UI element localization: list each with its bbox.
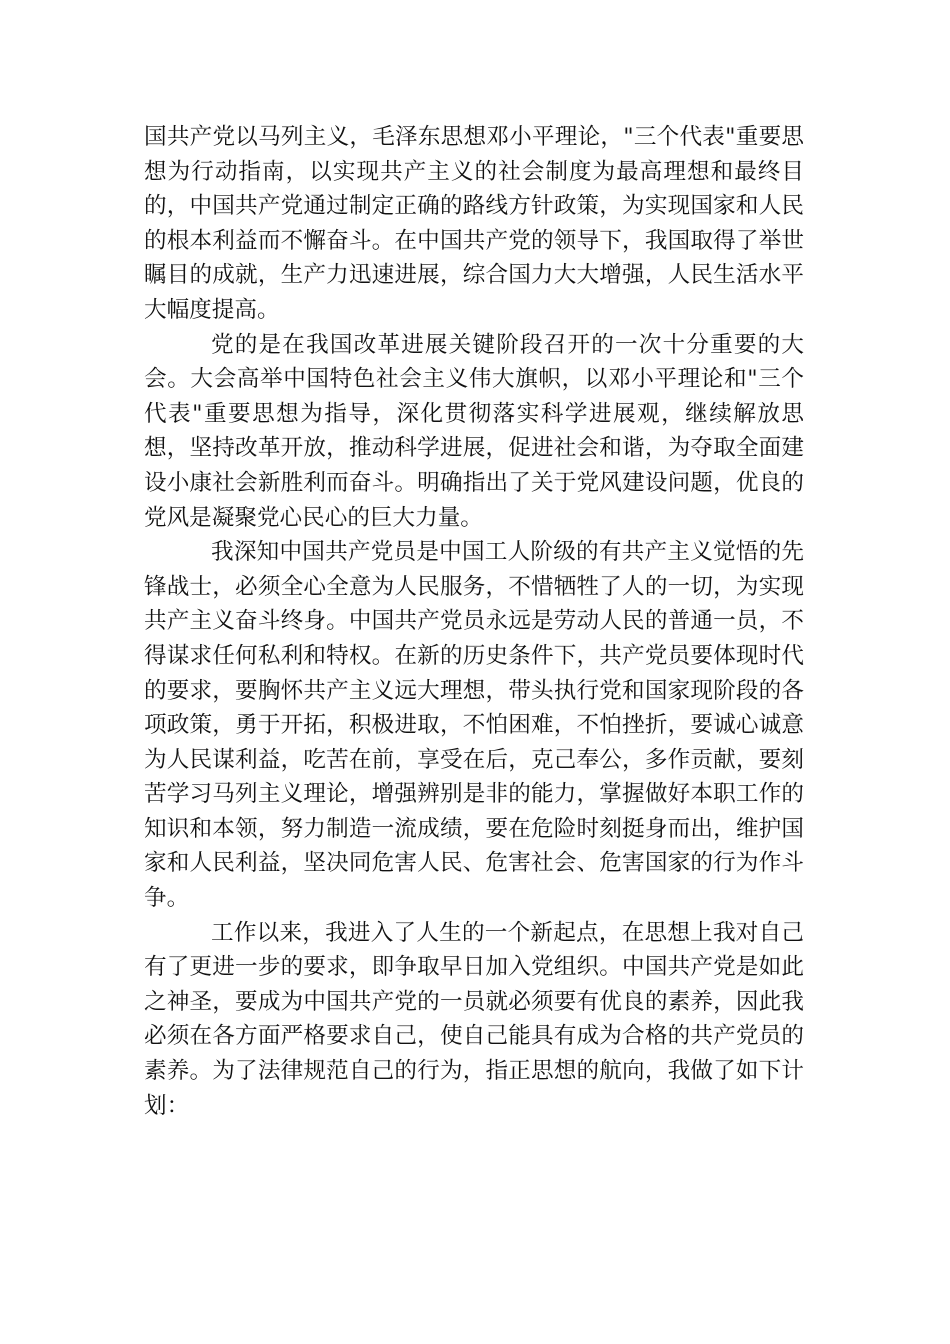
document-body bbox=[144, 120, 804, 1123]
paragraph-4 bbox=[144, 916, 804, 1124]
paragraph-1 bbox=[144, 120, 804, 328]
paragraph-3 bbox=[144, 535, 804, 916]
paragraph-2-text: 党的是在我国改革进展关键阶段召开的一次十分重要的大会。大会高举中国特色社会主义伟大旗帜，以邓小平理论和"三个代表"重要思想为指导，深化贯彻落实科学进展观，继续解放思想，坚持改革开放，推动科学进展，促进社会和谐，为夺取全面建设小康社会新胜利而奋斗。明确指出了关于党风建设问题，优良的党风是凝聚党心民心的巨大力量。 bbox=[144, 331, 804, 531]
paragraph-1-text: 国共产党以马列主义，毛泽东思想邓小平理论，"三个代表"重要思想为行动指南，以实现共产主义的社会制度为最高理想和最终目的，中国共产党通过制定正确的路线方针政策，为实现国家和人民的根本利益而不懈奋斗。在中国共产党的领导下，我国取得了举世瞩目的成就，生产力迅速进展，综合国力大大增强，人民生活水平大幅度提高。 bbox=[144, 124, 804, 323]
paragraph-4-text: 工作以来，我进入了人生的一个新起点，在思想上我对自己有了更进一步的要求，即争取早日加入党组织。中国共产党是如此之神圣，要成为中国共产党的一员就必须要有优良的素养，因此我必须在各方面严格要求自己，使自己能具有成为合格的共产党员的素养。为了法律规范自己的行为，指正思想的航向，我做了如下计划： bbox=[144, 919, 804, 1119]
paragraph-3-text: 我深知中国共产党员是中国工人阶级的有共产主义觉悟的先锋战士，必须全心全意为人民服务，不惜牺牲了人的一切，为实现共产主义奋斗终身。中国共产党员永远是劳动人民的普通一员，不得谋求任何私利和特权。在新的历史条件下，共产党员要体现时代的要求，要胸怀共产主义远大理想，带头执行党和国家现阶段的各项政策，勇于开拓，积极进取，不怕困难，不怕挫折，要诚心诚意为人民谋利益，吃苦在前，享受在后，克己奉公，多作贡献，要刻苦学习马列主义理论，增强辨别是非的能力，掌握做好本职工作的知识和本领，努力制造一流成绩，要在危险时刻挺身而出，维护国家和人民利益，坚决同危害人民、危害社会、危害国家的行为作斗争。 bbox=[144, 539, 804, 912]
paragraph-2 bbox=[144, 328, 804, 536]
